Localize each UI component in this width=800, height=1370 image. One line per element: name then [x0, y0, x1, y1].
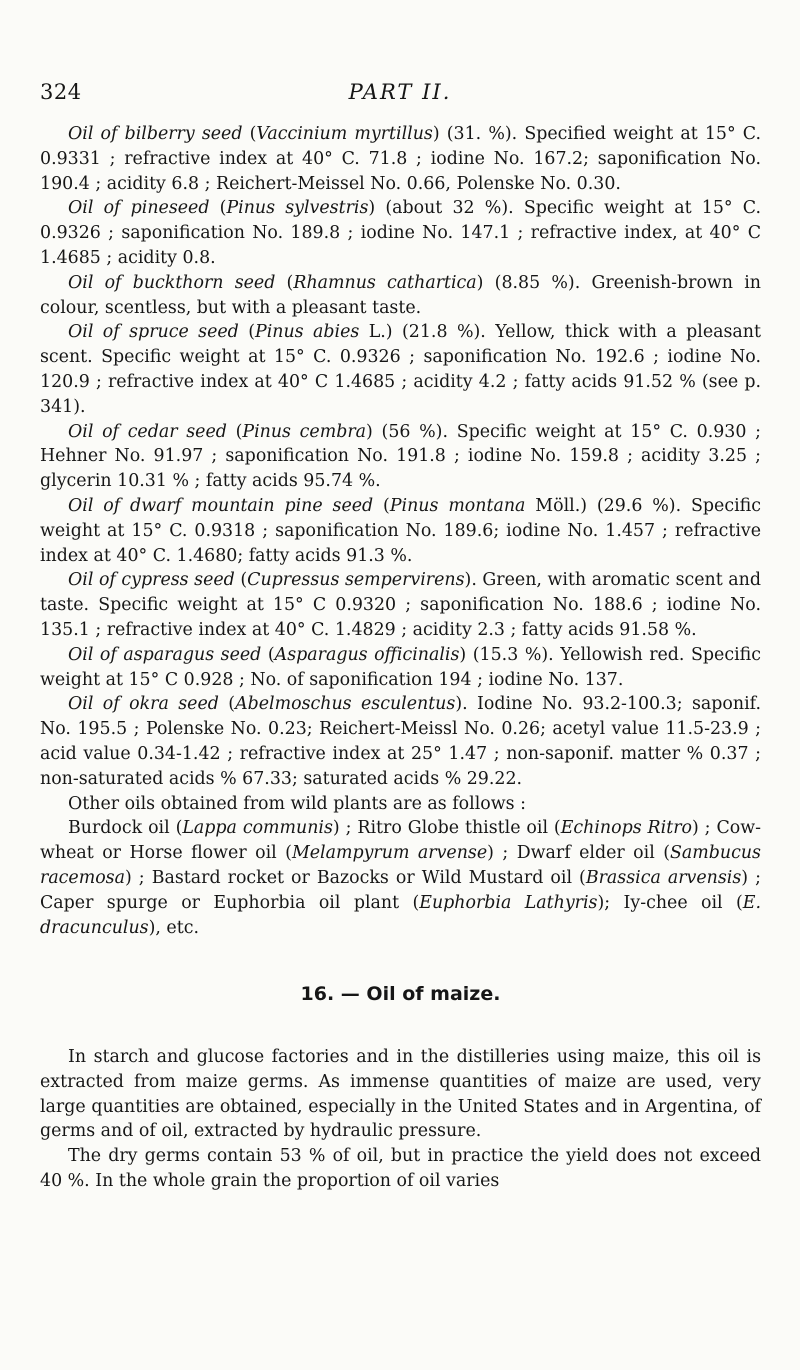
entry-latin-name: Cupressus sempervirens	[247, 570, 465, 591]
plant-latin-name: Euphorbia Lathyris	[419, 892, 598, 913]
plant-latin-name: Brassica arvensis	[585, 867, 742, 888]
plant-latin-name: Echinops Ritro	[560, 818, 692, 839]
plant-name: Bastard rocket or Bazocks or Wild Mustard oil (	[151, 867, 586, 888]
running-head: PART II.	[348, 80, 452, 104]
section-paragraph: The dry germs contain 53 % of oil, but in practice the yield does not exceed 40 %. In the whole grain the proportion of oil varies	[40, 1146, 761, 1192]
plant-name: Caper spurge or Euphorbia oil plant (	[40, 892, 420, 913]
entry-paragraph: Oil of okra seed (Abelmoschus esculentus). Iodine No. 93.2-100.3; saponif. No. 195.5 ; Polenske No. 0.23; Reichert-Meissl No. 0.26; acetyl value 11.5-23.9 ; acid value 0.34-1.42 ; refractive index at 25° 1.47 ; non-saponif. matter % 0.37 ; non-saturated acids % 67.33; saturated acids % 29.22.	[40, 694, 761, 789]
plant-name: Burdock oil (	[68, 818, 183, 839]
entry-title: Oil of cypress seed	[68, 570, 235, 591]
entry-title: Oil of asparagus seed	[68, 644, 262, 665]
entry-paragraph: Oil of cypress seed (Cupressus sempervirens). Green, with aromatic scent and taste. Specific weight at 15° C 0.9320 ; saponification No. 188.6 ; iodine No. 135.1 ; refractive index at 40° C. 1.4829 ; acidity 2.3 ; fatty acids 91.58 %.	[40, 570, 761, 640]
entry-text: . Green, with aromatic scent and taste. Specific weight at 15° C 0.9320 ; saponification No. 188.6 ; iodine No. 135.1 ; refractive index at 40° C. 1.4829 ; acidity 2.3 ; fatty acids 91.58 %.	[40, 570, 761, 640]
entry-title: Oil of cedar seed	[68, 421, 227, 442]
plant-name: Iy-chee oil (	[623, 892, 743, 913]
section-paragraph: In starch and glucose factories and in the distilleries using maize, this oil is extracted from maize germs. As immense quantities of maize are used, very large quantities are obtained, especially in the United States and in Argentina, of germs and of oil, extracted by hydraulic pressure.	[40, 1047, 761, 1142]
entry-latin-name: Pinus cembra	[242, 421, 367, 442]
separator: ) ;	[487, 843, 517, 864]
entry-title: Oil of okra seed	[68, 694, 219, 715]
entry-latin-name: Vaccinium myrtillus	[256, 124, 433, 144]
plant-latin-name: E. dracunculus	[40, 892, 762, 938]
page-header	[40, 80, 760, 110]
separator: ) ;	[741, 867, 761, 888]
entry-paragraph: Oil of bilberry seed (Vaccinium myrtillus) (31. %). Specified weight at 15° C. 0.9331 ; refractive index at 40° C. 71.8 ; iodine No. 167.2; saponification No. 190.4 ; acidity 6.8 ; Reichert-Meissel No. 0.66, Polenske No. 0.30.	[40, 124, 762, 194]
plant-latin-name: Sambucus racemosa	[40, 843, 761, 888]
entry-text: (56 %). Specific weight at 15° C. 0.930 ; Hehner No. 91.97 ; saponification No. 191.8 ; iodine No. 159.8 ; acidity 3.25 ; glycerin 10.31 % ; fatty acids 95.74 %.	[40, 421, 761, 492]
wild-plants-intro: Other oils obtained from wild plants are as follows :	[68, 793, 526, 814]
entry-latin-name: Rhamnus cathartica	[293, 272, 477, 293]
entry-paragraph: Oil of pineseed (Pinus sylvestris) (about 32 %). Specific weight at 15° C. 0.9326 ; saponification No. 189.8 ; iodine No. 147.1 ; refractive index, at 40° C 1.4685 ; acidity 0.8.	[40, 198, 761, 268]
entry-text: (about 32 %). Specific weight at 15° C. 0.9326 ; saponification No. 189.8 ; iodine No. 147.1 ; refractive index, at 40° C 1.4685 ; acidity 0.8.	[40, 198, 761, 268]
entry-text: (8.85 %). Greenish-brown in colour, scentless, but with a pleasant taste.	[40, 272, 761, 318]
page-number: 324	[40, 80, 82, 104]
separator: ) ;	[124, 867, 152, 888]
entry-latin-name: Asparagus officinalis	[274, 644, 460, 665]
entry-title: Oil of buckthorn seed	[68, 272, 276, 293]
wild-plants-list	[40, 816, 761, 940]
separator: ) ;	[691, 818, 717, 839]
entry-latin-name: Pinus sylvestris	[226, 198, 369, 219]
plant-latin-name: Melampyrum arvense	[291, 843, 488, 864]
separator: );	[597, 892, 624, 913]
entry-latin-name: Pinus montana	[389, 495, 526, 516]
entry-title: Oil of pineseed	[68, 198, 210, 219]
entry-paragraph: Oil of spruce seed (Pinus abies L.) (21.8 %). Yellow, thick with a pleasant scent. Specific weight at 15° C. 0.9326 ; saponification No. 192.6 ; iodine No. 120.9 ; refractive index at 40° C 1.4685 ; acidity 4.2 ; fatty acids 91.52 % (see p. 341).	[40, 322, 761, 417]
entry-text: (15.3 %). Yellowish red. Specific weight at 15° C 0.928 ; No. of saponification 194 ; iodine No. 137.	[40, 644, 761, 690]
section-heading: 16. — Oil of maize.	[300, 983, 501, 1006]
entry-paragraph: Oil of cedar seed (Pinus cembra) (56 %). Specific weight at 15° C. 0.930 ; Hehner No. 91.97 ; saponification No. 191.8 ; iodine No. 159.8 ; acidity 3.25 ; glycerin 10.31 % ; fatty acids 95.74 %.	[40, 421, 761, 492]
entry-text: (31. %). Specified weight at 15° C. 0.9331 ; refractive index at 40° C. 71.8 ; iodine No. 167.2; saponification No. 190.4 ; acidity 6.8 ; Reichert-Meissel No. 0.66, Polenske No. 0.30.	[40, 124, 762, 194]
entry-paragraph: Oil of buckthorn seed (Rhamnus cathartica) (8.85 %). Greenish-brown in colour, scentless, but with a pleasant taste.	[40, 272, 761, 318]
entry-title: Oil of dwarf mountain pine seed	[68, 495, 374, 516]
entry-paragraph: Oil of dwarf mountain pine seed (Pinus montana Möll.) (29.6 %). Specific weight at 15° C. 0.9318 ; saponification No. 189.6; iodine No. 1.457 ; refractive index at 40° C. 1.4680; fatty acids 91.3 %.	[40, 495, 761, 566]
entry-title: Oil of spruce seed	[68, 322, 239, 343]
entry-title: Oil of bilberry seed	[68, 124, 243, 144]
body-text	[40, 122, 761, 1194]
entry-paragraph: Oil of asparagus seed (Asparagus officinalis) (15.3 %). Yellowish red. Specific weight at 15° C 0.928 ; No. of saponification 194 ; iodine No. 137.	[40, 644, 761, 690]
plant-name: Ritro Globe thistle oil (	[357, 818, 561, 839]
separator: ), etc.	[148, 917, 199, 938]
separator: ) ;	[332, 818, 358, 839]
entry-text: Möll.) (29.6 %). Specific weight at 15° C. 0.9318 ; saponification No. 189.6; iodine No. 1.457 ; refractive index at 40° C. 1.4680; fatty acids 91.3 %.	[40, 495, 761, 566]
plant-latin-name: Lappa communis	[182, 818, 333, 839]
entry-latin-name: Pinus abies	[255, 322, 360, 343]
entry-text: L.) (21.8 %). Yellow, thick with a pleasant scent. Specific weight at 15° C. 0.9326 ; saponification No. 192.6 ; iodine No. 120.9 ; refractive index at 40° C 1.4685 ; acidity 4.2 ; fatty acids 91.52 % (see p. 341).	[40, 322, 761, 417]
plant-name: Cow-wheat or Horse flower oil (	[40, 818, 761, 864]
entry-text: . Iodine No. 93.2-100.3; saponif. No. 195.5 ; Polenske No. 0.23; Reichert-Meissl No. 0.26; acetyl value 11.5-23.9 ; acid value 0.34-1.42 ; refractive index at 25° 1.47 ; non-saponif. matter % 0.37 ; non-saturated acids % 67.33; saturated acids % 29.22.	[40, 694, 761, 789]
entry-latin-name: Abelmoschus esculentus	[235, 694, 456, 715]
plant-name: Dwarf elder oil (	[516, 843, 671, 864]
